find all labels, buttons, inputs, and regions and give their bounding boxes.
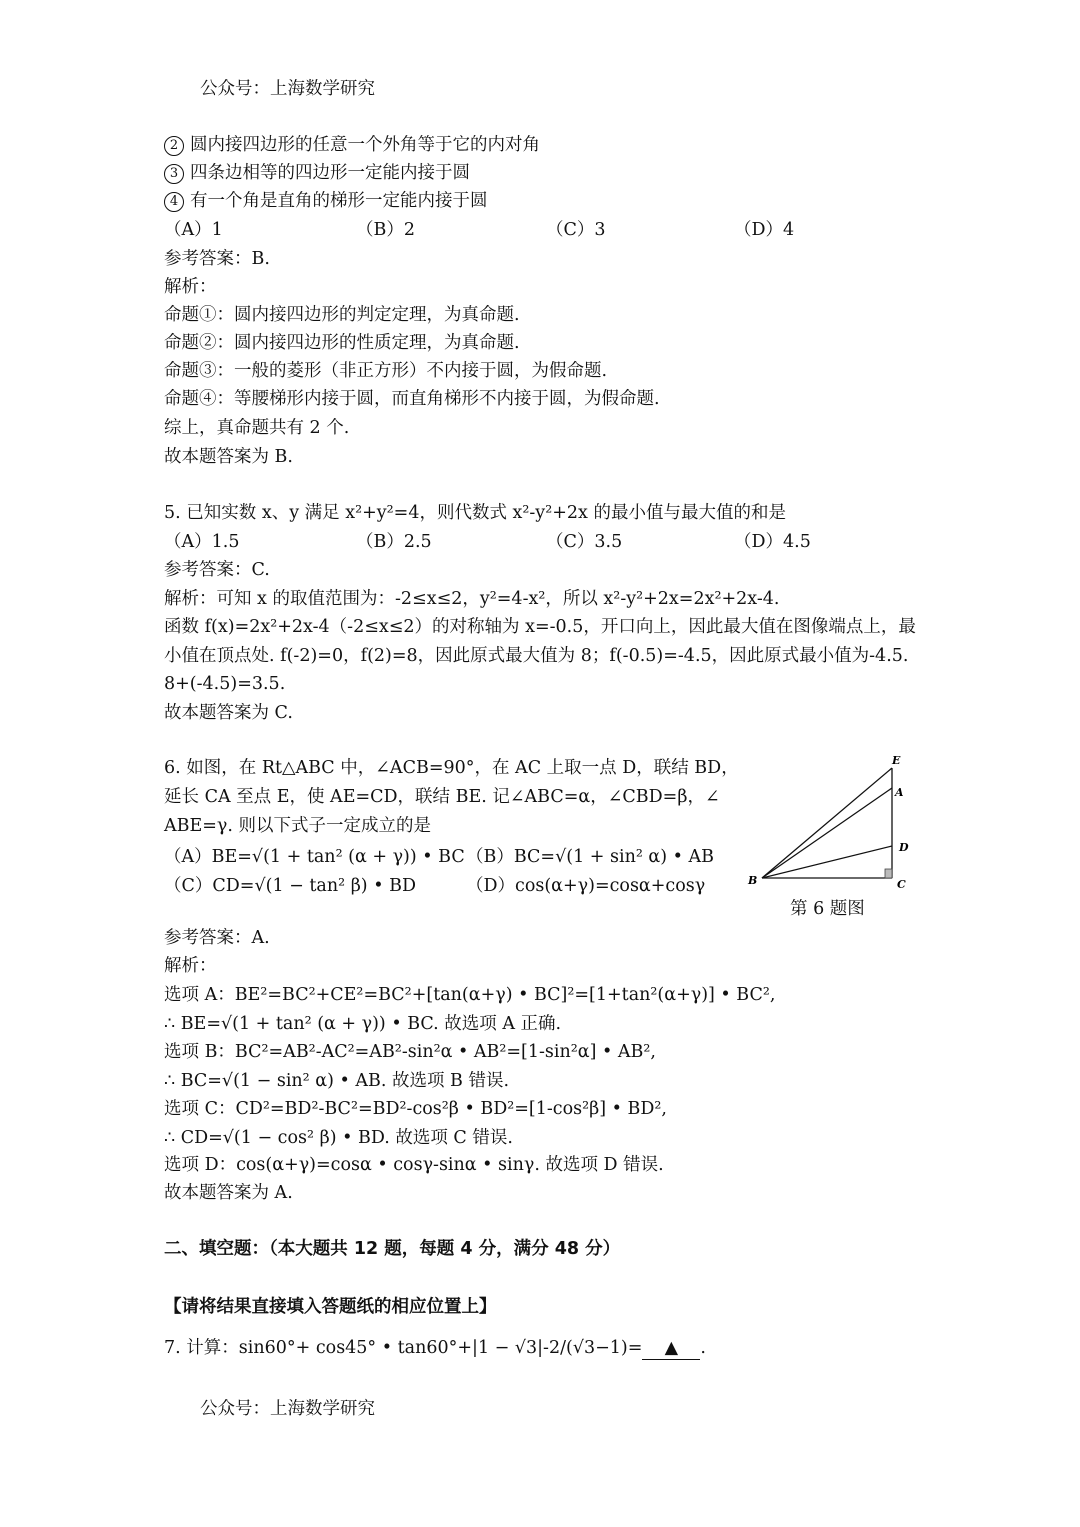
q4-statement-2 [164, 134, 540, 156]
q6-option-b: （B）BC=√(1 + sin² α) • AB [466, 847, 715, 867]
circled-number: 3 [164, 164, 184, 184]
q6-analysis-line: 故本题答案为 A. [164, 1183, 293, 1203]
section-2-instruction: 【请将结果直接填入答题纸的相应位置上】 [164, 1297, 497, 1317]
q6-answer: 参考答案：A. [164, 928, 270, 948]
label-c: C [897, 878, 906, 891]
page-footer: 公众号：上海数学研究 [200, 1399, 375, 1419]
q6-stem-line: 6. 如图，在 Rt△ABC 中，∠ACB=90°，在 AC 上取一点 D，联结 BD， [164, 758, 739, 778]
label-b: B [748, 874, 758, 887]
q7-line [164, 1337, 706, 1360]
circled-number: 2 [164, 136, 184, 156]
q6-analysis-line: ∴ BC=√(1 − sin² α) • AB. 故选项 B 错误. [164, 1071, 510, 1091]
q6-analysis-line: ∴ BE=√(1 + tan² (α + γ)) • BC. 故选项 A 正确. [164, 1014, 562, 1034]
q4-analysis-line: 命题④：等腰梯形内接于圆，而直角梯形不内接于圆，为假命题. [164, 389, 660, 409]
label-e: E [892, 754, 901, 767]
q5-option-b: （B）2.5 [356, 532, 432, 552]
q6-option-c: （C）CD=√(1 − tan² β) • BD [164, 876, 416, 896]
q6-figure-caption: 第 6 题图 [790, 899, 865, 919]
q4-analysis-title: 解析： [164, 277, 217, 297]
q6-analysis-line: 解析： [164, 956, 217, 976]
q4-analysis-line: 命题①：圆内接四边形的判定定理，为真命题. [164, 305, 520, 325]
q4-option-b: （B）2 [356, 220, 415, 240]
segment-ba [762, 788, 892, 878]
q6-analysis-line: ∴ CD=√(1 − cos² β) • BD. 故选项 C 错误. [164, 1128, 513, 1148]
q4-analysis-line: 综上，真命题共有 2 个. [164, 418, 350, 438]
q4-analysis-line: 命题②：圆内接四边形的性质定理，为真命题. [164, 333, 520, 353]
q6-analysis-line: 选项 A：BE²=BC²+CE²=BC²+[tan(α+γ) • BC]²=[1+tan²(α+γ)] • BC², [164, 985, 776, 1005]
q5-stem: 5. 已知实数 x、y 满足 x²+y²=4，则代数式 x²-y²+2x 的最小值与最大值的和是 [164, 503, 786, 523]
right-angle-mark [885, 869, 892, 878]
label-d: D [899, 841, 909, 854]
q5-analysis-line: 8+(-4.5)=3.5. [164, 674, 286, 694]
page-header: 公众号：上海数学研究 [200, 79, 375, 99]
q5-option-a: （A）1.5 [164, 532, 240, 552]
statement-text: 四条边相等的四边形一定能内接于圆 [190, 163, 470, 183]
section-2-title: 二、填空题：（本大题共 12 题，每题 4 分，满分 48 分） [164, 1239, 621, 1259]
q4-answer: 参考答案：B. [164, 249, 270, 269]
q5-analysis-line: 函数 f(x)=2x²+2x-4（-2≤x≤2）的对称轴为 x=-0.5，开口向上，因此最大值在图像端点上，最 [164, 617, 916, 637]
q4-statement-3 [164, 162, 470, 184]
q6-option-d: （D）cos(α+γ)=cosα+cosγ [466, 876, 706, 896]
statement-text: 有一个角是直角的梯形一定能内接于圆 [190, 191, 488, 211]
label-a: A [895, 786, 904, 799]
q7-answer-blank: ▲ [642, 1337, 700, 1360]
q6-analysis-line: 选项 C：CD²=BD²-BC²=BD²-cos²β • BD²=[1-cos²β] • BD², [164, 1099, 667, 1119]
q7-stem: 7. 计算：sin60°+ cos45° • tan60°+|1 − √3|-2/(√3−1)= [164, 1338, 643, 1358]
q6-triangle-figure [740, 752, 920, 922]
q6-option-a: （A）BE=√(1 + tan² (α + γ)) • BC [164, 847, 465, 867]
circled-number: 4 [164, 192, 184, 212]
q5-analysis-line: 解析：可知 x 的取值范围为：-2≤x≤2，y²=4-x²，所以 x²-y²+2x=2x²+2x-4. [164, 589, 780, 609]
q5-answer: 参考答案：C. [164, 560, 270, 580]
q4-option-c: （C）3 [546, 220, 606, 240]
q4-statement-4 [164, 190, 488, 212]
q7-end: . [700, 1338, 706, 1358]
q6-stem-line: ABE=γ. 则以下式子一定成立的是 [164, 816, 432, 836]
q6-analysis-line: 选项 B：BC²=AB²-AC²=AB²-sin²α • AB²=[1-sin²α] • AB², [164, 1042, 656, 1062]
q4-option-a: （A）1 [164, 220, 223, 240]
q5-option-d: （D）4.5 [734, 532, 811, 552]
q6-analysis-line: 选项 D：cos(α+γ)=cosα • cosγ-sinα • sinγ. 故选项 D 错误. [164, 1155, 664, 1175]
statement-text: 圆内接四边形的任意一个外角等于它的内对角 [190, 135, 540, 155]
q5-option-c: （C）3.5 [546, 532, 623, 552]
q5-analysis-line: 小值在顶点处. f(-2)=0，f(2)=8，因此原式最大值为 8；f(-0.5)=-4.5，因此原式最小值为-4.5. [164, 646, 909, 666]
q4-analysis-line: 故本题答案为 B. [164, 447, 293, 467]
q5-analysis-line: 故本题答案为 C. [164, 703, 293, 723]
q4-option-d: （D）4 [734, 220, 795, 240]
q6-stem-line: 延长 CA 至点 E，使 AE=CD，联结 BE. 记∠ABC=α，∠CBD=β，∠ [164, 787, 720, 807]
q4-analysis-line: 命题③：一般的菱形（非正方形）不内接于圆，为假命题. [164, 361, 608, 381]
